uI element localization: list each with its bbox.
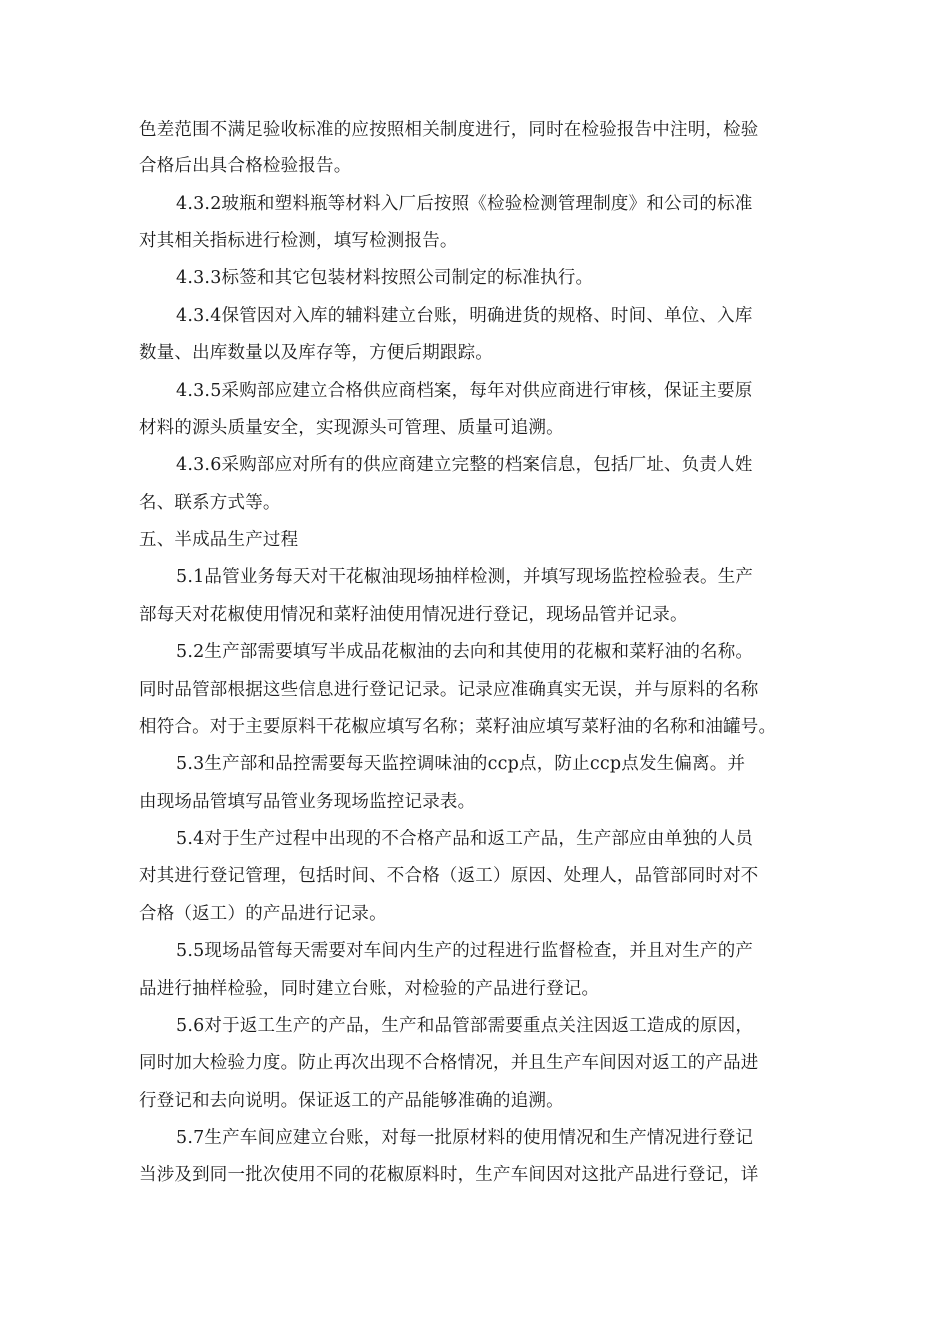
text-line: 合格（返工）的产品进行记录。 [139, 904, 387, 924]
text-line: 同时品管部根据这些信息进行登记记录。记录应准确真实无误，并与原料的名称 [139, 680, 759, 700]
text-line: 5.3生产部和品控需要每天监控调味油的ccp点，防止ccp点发生偏离。并 [176, 754, 746, 774]
text-line: 当涉及到同一批次使用不同的花椒原料时，生产车间因对这批产品进行登记，详 [139, 1165, 759, 1185]
text-line: 5.1品管业务每天对干花椒油现场抽样检测，并填写现场监控检验表。生产 [176, 567, 754, 587]
text-line: 4.3.4保管因对入库的辅料建立台账，明确进货的规格、时间、单位、入库 [176, 306, 753, 326]
text-line: 部每天对花椒使用情况和菜籽油使用情况进行登记，现场品管并记录。 [139, 605, 688, 625]
text-line: 色差范围不满足验收标准的应按照相关制度进行，同时在检验报告中注明，检验 [139, 120, 759, 140]
text-line: 5.5现场品管每天需要对车间内生产的过程进行监督检查，并且对生产的产 [176, 941, 754, 961]
text-line: 4.3.5采购部应建立合格供应商档案，每年对供应商进行审核，保证主要原 [176, 381, 753, 401]
text-line: 材料的源头质量安全，实现源头可管理、质量可追溯。 [139, 418, 564, 438]
text-line: 5.4对于生产过程中出现的不合格产品和返工产品，生产部应由单独的人员 [176, 829, 754, 849]
text-line: 行登记和去向说明。保证返工的产品能够准确的追溯。 [139, 1091, 564, 1111]
text-line: 相符合。对于主要原料干花椒应填写名称；菜籽油应填写菜籽油的名称和油罐号。 [139, 717, 777, 737]
text-line: 4.3.6采购部应对所有的供应商建立完整的档案信息，包括厂址、负责人姓 [176, 455, 753, 475]
text-line: 对其相关指标进行检测，填写检测报告。 [139, 231, 458, 251]
text-line: 品进行抽样检验，同时建立台账，对检验的产品进行登记。 [139, 979, 600, 999]
text-line: 5.6对于返工生产的产品，生产和品管部需要重点关注因返工造成的原因， [176, 1016, 754, 1036]
text-line: 同时加大检验力度。防止再次出现不合格情况，并且生产车间因对返工的产品进 [139, 1053, 759, 1073]
text-line: 对其进行登记管理，包括时间、不合格（返工）原因、处理人，品管部同时对不 [139, 866, 759, 886]
text-line: 合格后出具合格检验报告。 [139, 156, 352, 176]
section-heading: 五、半成品生产过程 [139, 530, 299, 550]
text-line: 4.3.3标签和其它包装材料按照公司制定的标准执行。 [176, 268, 594, 288]
text-line: 5.2生产部需要填写半成品花椒油的去向和其使用的花椒和菜籽油的名称。 [176, 642, 754, 662]
text-line: 名、联系方式等。 [139, 493, 281, 513]
text-line: 5.7生产车间应建立台账，对每一批原材料的使用情况和生产情况进行登记 [176, 1128, 754, 1148]
text-line: 4.3.2玻瓶和塑料瓶等材料入厂后按照《检验检测管理制度》和公司的标准 [176, 194, 753, 214]
text-line: 数量、出库数量以及库存等，方便后期跟踪。 [139, 343, 493, 363]
text-line: 由现场品管填写品管业务现场监控记录表。 [139, 792, 476, 812]
